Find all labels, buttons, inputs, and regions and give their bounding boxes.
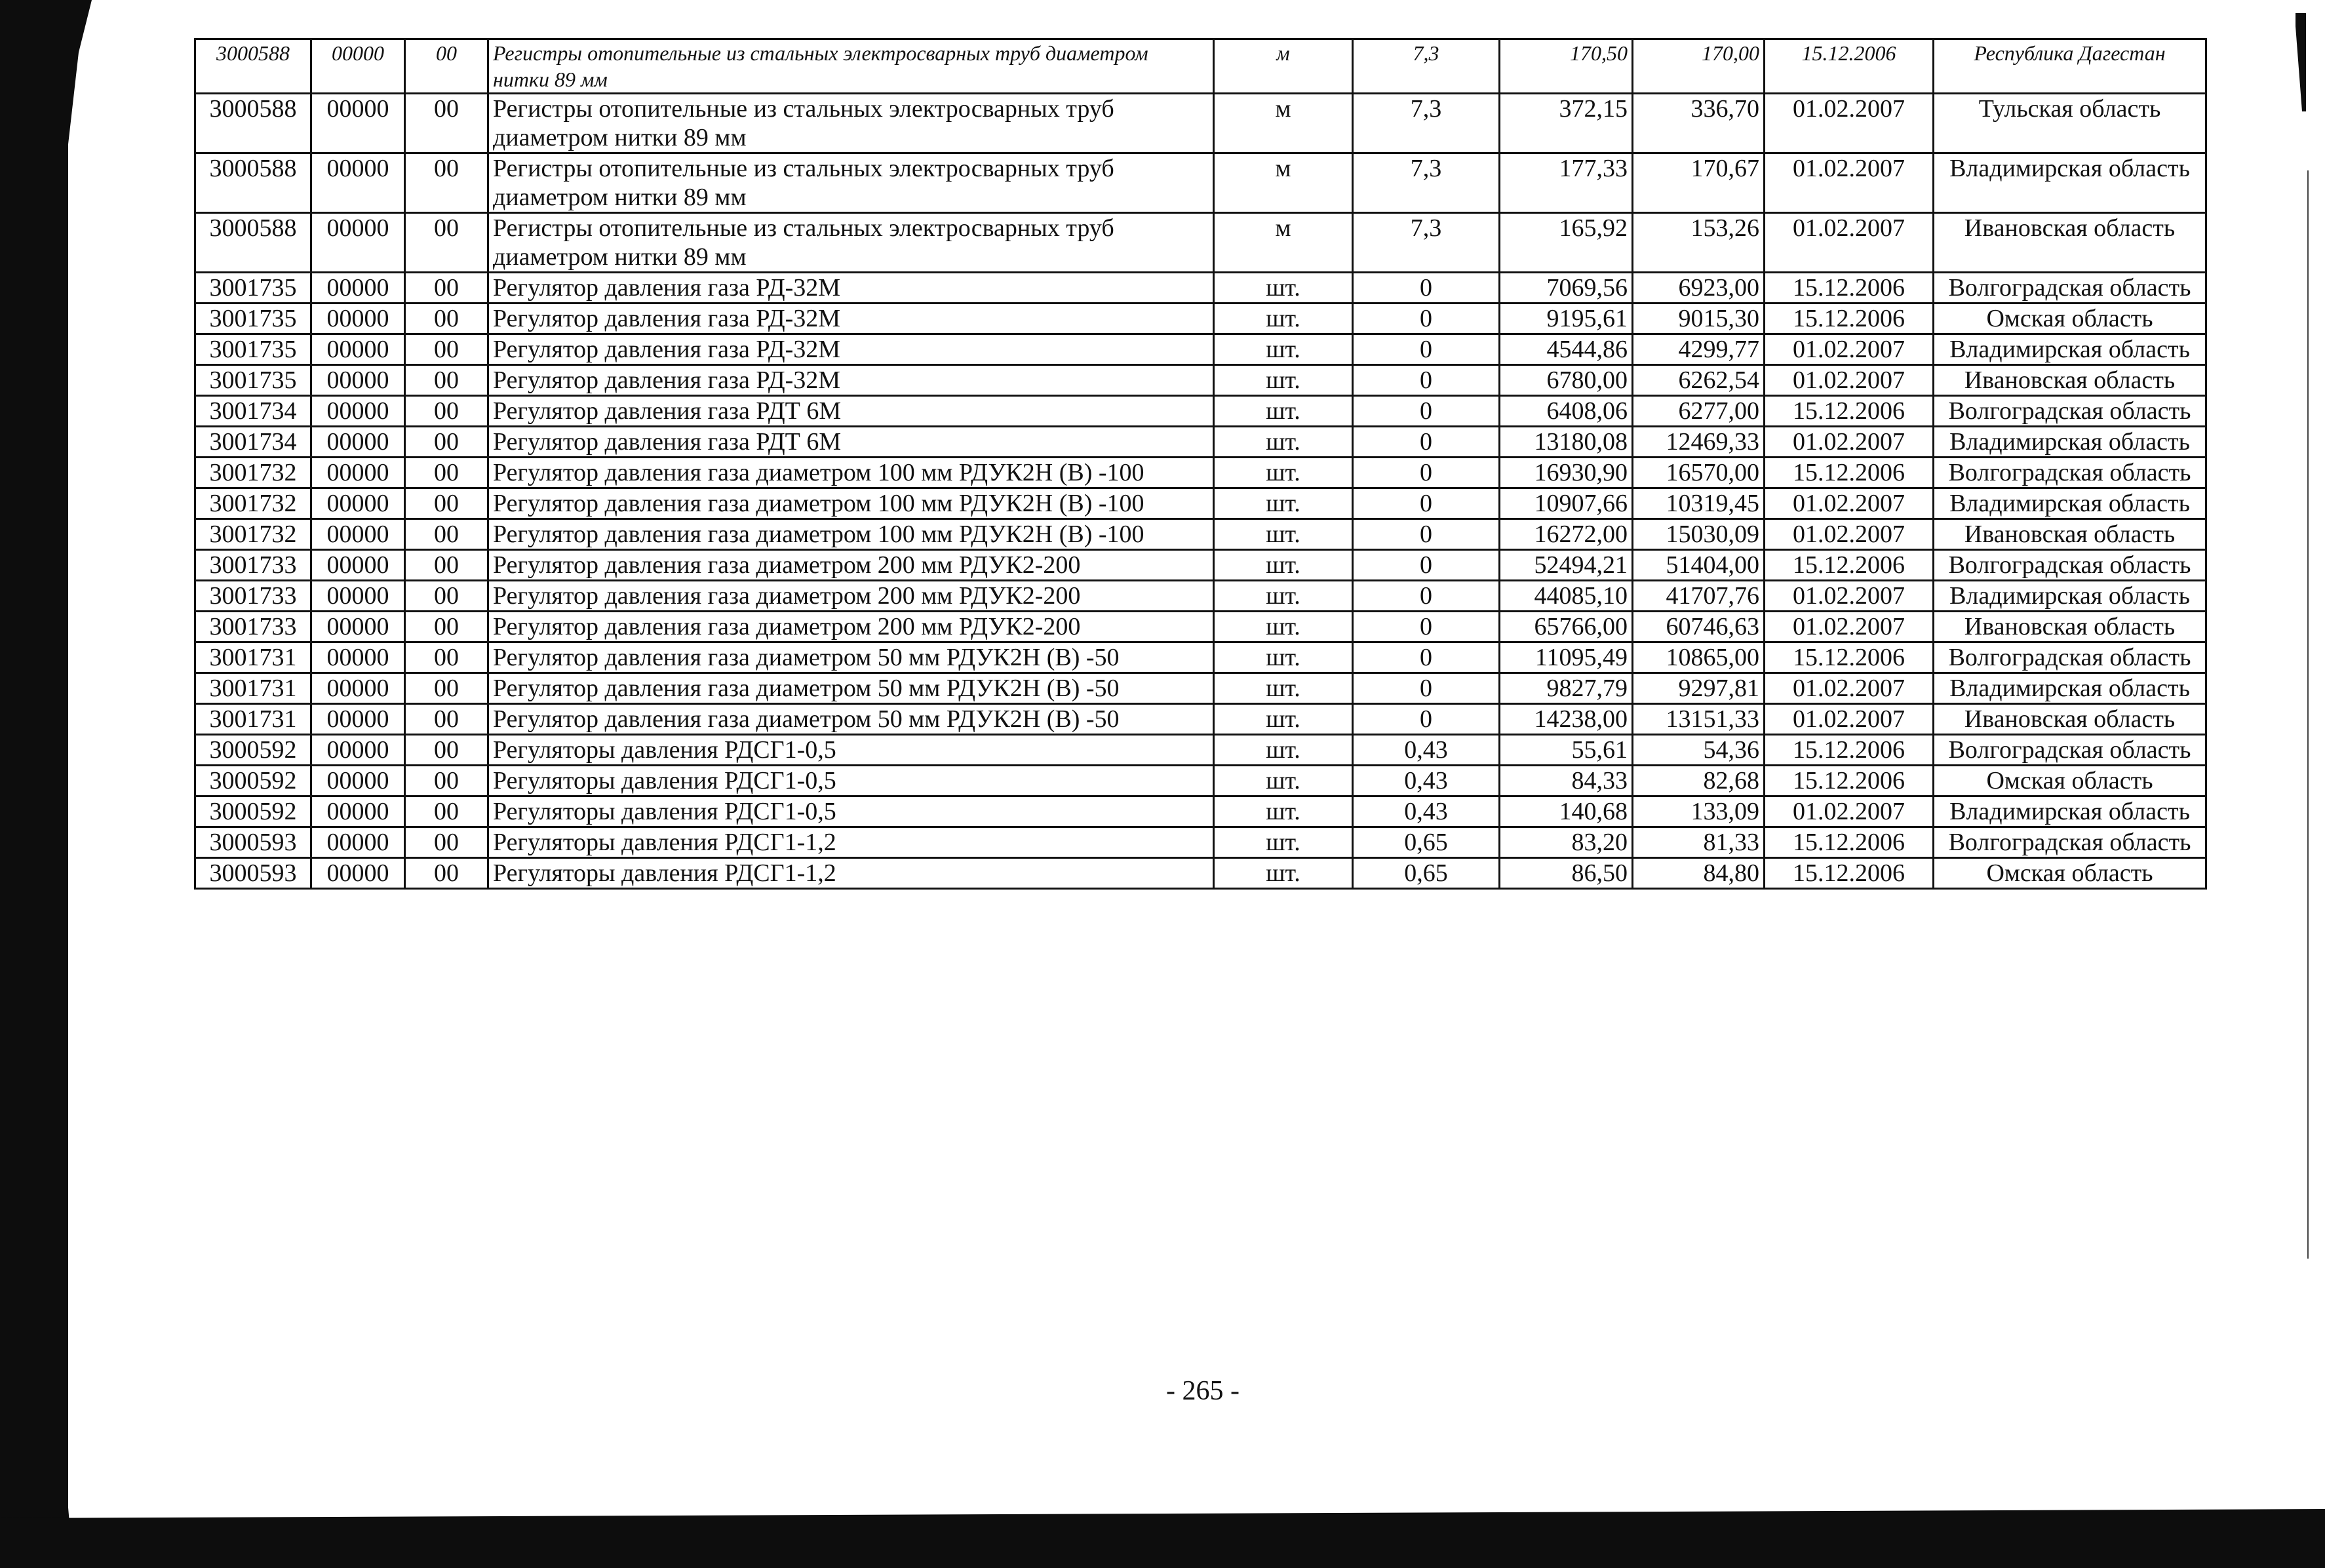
cell-price-2: 51404,00 — [1633, 550, 1765, 581]
cell-suffix: 00 — [405, 766, 488, 796]
table-row — [195, 796, 2206, 827]
cell-name: Регуляторы давления РДСГ1-0,5 — [488, 796, 1214, 827]
cell-price-2: 170,00 — [1633, 39, 1765, 94]
cell-unit: м — [1214, 153, 1353, 213]
page-number: - 265 - — [1166, 1376, 1240, 1406]
cell-coefficient: 0,65 — [1353, 858, 1500, 889]
cell-unit: шт. — [1214, 581, 1353, 612]
cell-code: 3001732 — [195, 488, 311, 519]
cell-price-2: 82,68 — [1633, 766, 1765, 796]
cell-name: Регистры отопительные из стальных электросварных труб диаметром нитки 89 мм — [488, 153, 1214, 213]
cell-unit: м — [1214, 213, 1353, 273]
cell-subcode: 00000 — [311, 39, 405, 94]
cell-name: Регулятор давления газа диаметром 100 мм РДУК2Н (В) -100 — [488, 488, 1214, 519]
cell-date: 01.02.2007 — [1765, 488, 1934, 519]
cell-region: Ивановская область — [1934, 213, 2206, 273]
price-table — [194, 38, 2207, 890]
cell-unit: шт. — [1214, 796, 1353, 827]
cell-code: 3001733 — [195, 581, 311, 612]
cell-region: Омская область — [1934, 766, 2206, 796]
scan-right-line — [2307, 170, 2309, 1259]
cell-price-1: 86,50 — [1500, 858, 1633, 889]
table-row — [195, 365, 2206, 396]
cell-date: 01.02.2007 — [1765, 581, 1934, 612]
cell-region: Владимирская область — [1934, 581, 2206, 612]
table-row — [195, 581, 2206, 612]
cell-subcode: 00000 — [311, 766, 405, 796]
cell-subcode: 00000 — [311, 673, 405, 704]
cell-region: Волгоградская область — [1934, 642, 2206, 673]
cell-price-2: 10319,45 — [1633, 488, 1765, 519]
cell-name: Регулятор давления газа диаметром 100 мм РДУК2Н (В) -100 — [488, 458, 1214, 488]
cell-subcode: 00000 — [311, 94, 405, 153]
cell-unit: шт. — [1214, 427, 1353, 458]
cell-region: Владимирская область — [1934, 673, 2206, 704]
cell-coefficient: 0,65 — [1353, 827, 1500, 858]
cell-price-1: 372,15 — [1500, 94, 1633, 153]
table-row — [195, 612, 2206, 642]
cell-name: Регуляторы давления РДСГ1-0,5 — [488, 735, 1214, 766]
cell-name: Регулятор давления газа диаметром 50 мм РДУК2Н (В) -50 — [488, 642, 1214, 673]
cell-unit: шт. — [1214, 273, 1353, 304]
cell-region: Ивановская область — [1934, 519, 2206, 550]
cell-coefficient: 0 — [1353, 642, 1500, 673]
cell-unit: шт. — [1214, 304, 1353, 334]
cell-subcode: 00000 — [311, 334, 405, 365]
cell-date: 01.02.2007 — [1765, 334, 1934, 365]
cell-suffix: 00 — [405, 304, 488, 334]
cell-coefficient: 7,3 — [1353, 213, 1500, 273]
cell-price-1: 65766,00 — [1500, 612, 1633, 642]
cell-subcode: 00000 — [311, 365, 405, 396]
cell-price-1: 6780,00 — [1500, 365, 1633, 396]
cell-subcode: 00000 — [311, 273, 405, 304]
cell-date: 15.12.2006 — [1765, 304, 1934, 334]
cell-date: 15.12.2006 — [1765, 273, 1934, 304]
cell-code: 3000592 — [195, 766, 311, 796]
table-body — [195, 39, 2206, 889]
cell-price-2: 12469,33 — [1633, 427, 1765, 458]
cell-name: Регулятор давления газа диаметром 200 мм РДУК2-200 — [488, 612, 1214, 642]
cell-price-1: 9827,79 — [1500, 673, 1633, 704]
cell-coefficient: 0 — [1353, 273, 1500, 304]
cell-subcode: 00000 — [311, 642, 405, 673]
cell-suffix: 00 — [405, 427, 488, 458]
cell-date: 15.12.2006 — [1765, 39, 1934, 94]
cell-region: Волгоградская область — [1934, 827, 2206, 858]
cell-subcode: 00000 — [311, 612, 405, 642]
cell-code: 3000588 — [195, 213, 311, 273]
cell-date: 01.02.2007 — [1765, 612, 1934, 642]
cell-code: 3001733 — [195, 612, 311, 642]
cell-suffix: 00 — [405, 273, 488, 304]
cell-price-2: 6923,00 — [1633, 273, 1765, 304]
cell-name: Регистры отопительные из стальных электросварных труб диаметром нитки 89 мм — [488, 39, 1214, 94]
scan-right-mark — [2296, 13, 2306, 111]
cell-date: 15.12.2006 — [1765, 642, 1934, 673]
cell-price-1: 14238,00 — [1500, 704, 1633, 735]
cell-name: Регулятор давления газа диаметром 50 мм РДУК2Н (В) -50 — [488, 673, 1214, 704]
cell-suffix: 00 — [405, 519, 488, 550]
cell-date: 01.02.2007 — [1765, 673, 1934, 704]
cell-subcode: 00000 — [311, 396, 405, 427]
cell-suffix: 00 — [405, 396, 488, 427]
cell-suffix: 00 — [405, 550, 488, 581]
cell-suffix: 00 — [405, 581, 488, 612]
cell-date: 15.12.2006 — [1765, 458, 1934, 488]
cell-coefficient: 7,3 — [1353, 94, 1500, 153]
cell-subcode: 00000 — [311, 581, 405, 612]
cell-code: 3001733 — [195, 550, 311, 581]
cell-code: 3000592 — [195, 735, 311, 766]
cell-name: Регуляторы давления РДСГ1-0,5 — [488, 766, 1214, 796]
cell-date: 15.12.2006 — [1765, 735, 1934, 766]
scan-left-border — [0, 0, 92, 1568]
cell-price-2: 4299,77 — [1633, 334, 1765, 365]
cell-code: 3001735 — [195, 365, 311, 396]
cell-region: Волгоградская область — [1934, 273, 2206, 304]
cell-price-1: 84,33 — [1500, 766, 1633, 796]
table-row — [195, 550, 2206, 581]
table-row — [195, 396, 2206, 427]
cell-code: 3001735 — [195, 273, 311, 304]
cell-price-1: 11095,49 — [1500, 642, 1633, 673]
cell-unit: шт. — [1214, 612, 1353, 642]
cell-unit: шт. — [1214, 673, 1353, 704]
cell-name: Регулятор давления газа РД-32М — [488, 304, 1214, 334]
cell-region: Владимирская область — [1934, 488, 2206, 519]
cell-unit: шт. — [1214, 488, 1353, 519]
cell-subcode: 00000 — [311, 213, 405, 273]
cell-price-2: 9297,81 — [1633, 673, 1765, 704]
cell-region: Республика Дагестан — [1934, 39, 2206, 94]
cell-suffix: 00 — [405, 488, 488, 519]
cell-suffix: 00 — [405, 612, 488, 642]
cell-code: 3000592 — [195, 796, 311, 827]
cell-name: Регистры отопительные из стальных электросварных труб диаметром нитки 89 мм — [488, 213, 1214, 273]
cell-region: Волгоградская область — [1934, 396, 2206, 427]
cell-unit: шт. — [1214, 519, 1353, 550]
cell-code: 3001735 — [195, 304, 311, 334]
scan-bottom-border — [0, 1509, 2325, 1568]
cell-name: Регуляторы давления РДСГ1-1,2 — [488, 858, 1214, 889]
cell-price-2: 10865,00 — [1633, 642, 1765, 673]
cell-date: 01.02.2007 — [1765, 365, 1934, 396]
cell-code: 3001735 — [195, 334, 311, 365]
cell-region: Тульская область — [1934, 94, 2206, 153]
cell-code: 3001731 — [195, 673, 311, 704]
cell-coefficient: 0 — [1353, 519, 1500, 550]
cell-subcode: 00000 — [311, 796, 405, 827]
cell-region: Ивановская область — [1934, 365, 2206, 396]
cell-price-2: 133,09 — [1633, 796, 1765, 827]
cell-coefficient: 0,43 — [1353, 766, 1500, 796]
cell-unit: шт. — [1214, 334, 1353, 365]
cell-subcode: 00000 — [311, 735, 405, 766]
cell-price-1: 7069,56 — [1500, 273, 1633, 304]
cell-coefficient: 0 — [1353, 488, 1500, 519]
cell-unit: шт. — [1214, 827, 1353, 858]
cell-region: Ивановская область — [1934, 704, 2206, 735]
cell-code: 3001734 — [195, 427, 311, 458]
cell-suffix: 00 — [405, 704, 488, 735]
cell-suffix: 00 — [405, 642, 488, 673]
cell-suffix: 00 — [405, 153, 488, 213]
cell-code: 3001731 — [195, 704, 311, 735]
cell-coefficient: 0 — [1353, 612, 1500, 642]
cell-price-2: 84,80 — [1633, 858, 1765, 889]
cell-suffix: 00 — [405, 458, 488, 488]
cell-name: Регуляторы давления РДСГ1-1,2 — [488, 827, 1214, 858]
cell-price-1: 16930,90 — [1500, 458, 1633, 488]
table-row — [195, 858, 2206, 889]
cell-date: 01.02.2007 — [1765, 427, 1934, 458]
table-row — [195, 704, 2206, 735]
cell-unit: шт. — [1214, 858, 1353, 889]
cell-price-1: 83,20 — [1500, 827, 1633, 858]
table-row — [195, 458, 2206, 488]
cell-price-2: 153,26 — [1633, 213, 1765, 273]
cell-subcode: 00000 — [311, 304, 405, 334]
cell-price-2: 13151,33 — [1633, 704, 1765, 735]
cell-subcode: 00000 — [311, 519, 405, 550]
cell-coefficient: 0 — [1353, 396, 1500, 427]
cell-coefficient: 0 — [1353, 304, 1500, 334]
cell-suffix: 00 — [405, 796, 488, 827]
cell-price-1: 177,33 — [1500, 153, 1633, 213]
cell-date: 15.12.2006 — [1765, 550, 1934, 581]
cell-region: Омская область — [1934, 304, 2206, 334]
table-row — [195, 334, 2206, 365]
table-row — [195, 519, 2206, 550]
cell-coefficient: 0 — [1353, 427, 1500, 458]
cell-price-1: 55,61 — [1500, 735, 1633, 766]
cell-coefficient: 7,3 — [1353, 39, 1500, 94]
cell-region: Владимирская область — [1934, 427, 2206, 458]
cell-price-2: 336,70 — [1633, 94, 1765, 153]
cell-date: 01.02.2007 — [1765, 94, 1934, 153]
cell-date: 01.02.2007 — [1765, 519, 1934, 550]
cell-coefficient: 0 — [1353, 334, 1500, 365]
cell-region: Волгоградская область — [1934, 550, 2206, 581]
cell-date: 15.12.2006 — [1765, 766, 1934, 796]
cell-price-2: 81,33 — [1633, 827, 1765, 858]
cell-code: 3001732 — [195, 458, 311, 488]
cell-unit: шт. — [1214, 458, 1353, 488]
cell-unit: шт. — [1214, 735, 1353, 766]
cell-date: 01.02.2007 — [1765, 213, 1934, 273]
cell-unit: шт. — [1214, 365, 1353, 396]
cell-suffix: 00 — [405, 673, 488, 704]
cell-suffix: 00 — [405, 334, 488, 365]
cell-code: 3000593 — [195, 827, 311, 858]
cell-unit: шт. — [1214, 396, 1353, 427]
cell-unit: шт. — [1214, 550, 1353, 581]
cell-coefficient: 0 — [1353, 673, 1500, 704]
cell-price-2: 41707,76 — [1633, 581, 1765, 612]
cell-price-1: 10907,66 — [1500, 488, 1633, 519]
cell-subcode: 00000 — [311, 427, 405, 458]
cell-date: 01.02.2007 — [1765, 153, 1934, 213]
cell-name: Регистры отопительные из стальных электросварных труб диаметром нитки 89 мм — [488, 94, 1214, 153]
cell-price-2: 60746,63 — [1633, 612, 1765, 642]
cell-suffix: 00 — [405, 94, 488, 153]
cell-region: Волгоградская область — [1934, 458, 2206, 488]
table-row — [195, 427, 2206, 458]
cell-region: Ивановская область — [1934, 612, 2206, 642]
cell-unit: м — [1214, 39, 1353, 94]
table-row — [195, 827, 2206, 858]
cell-name: Регулятор давления газа диаметром 200 мм РДУК2-200 — [488, 581, 1214, 612]
cell-subcode: 00000 — [311, 458, 405, 488]
cell-price-1: 140,68 — [1500, 796, 1633, 827]
cell-unit: шт. — [1214, 766, 1353, 796]
cell-price-1: 52494,21 — [1500, 550, 1633, 581]
cell-region: Волгоградская область — [1934, 735, 2206, 766]
cell-code: 3001734 — [195, 396, 311, 427]
cell-name: Регулятор давления газа диаметром 50 мм РДУК2Н (В) -50 — [488, 704, 1214, 735]
cell-coefficient: 0 — [1353, 458, 1500, 488]
cell-price-1: 6408,06 — [1500, 396, 1633, 427]
cell-unit: м — [1214, 94, 1353, 153]
cell-date: 15.12.2006 — [1765, 396, 1934, 427]
cell-region: Владимирская область — [1934, 153, 2206, 213]
cell-suffix: 00 — [405, 735, 488, 766]
cell-subcode: 00000 — [311, 704, 405, 735]
cell-coefficient: 0 — [1353, 704, 1500, 735]
cell-date: 15.12.2006 — [1765, 858, 1934, 889]
cell-unit: шт. — [1214, 704, 1353, 735]
cell-suffix: 00 — [405, 39, 488, 94]
cell-name: Регулятор давления газа РДТ 6М — [488, 427, 1214, 458]
cell-region: Омская область — [1934, 858, 2206, 889]
table-row — [195, 673, 2206, 704]
cell-price-1: 44085,10 — [1500, 581, 1633, 612]
cell-coefficient: 0,43 — [1353, 735, 1500, 766]
table-row — [195, 273, 2206, 304]
cell-coefficient: 7,3 — [1353, 153, 1500, 213]
cell-price-2: 15030,09 — [1633, 519, 1765, 550]
cell-price-2: 6277,00 — [1633, 396, 1765, 427]
cell-name: Регулятор давления газа диаметром 100 мм РДУК2Н (В) -100 — [488, 519, 1214, 550]
cell-code: 3001732 — [195, 519, 311, 550]
scan-top-margin — [0, 0, 2325, 26]
cell-name: Регулятор давления газа РД-32М — [488, 365, 1214, 396]
cell-subcode: 00000 — [311, 827, 405, 858]
cell-date: 01.02.2007 — [1765, 704, 1934, 735]
cell-suffix: 00 — [405, 213, 488, 273]
cell-region: Владимирская область — [1934, 796, 2206, 827]
cell-coefficient: 0,43 — [1353, 796, 1500, 827]
cell-name: Регулятор давления газа РД-32М — [488, 334, 1214, 365]
table-row — [195, 304, 2206, 334]
cell-price-1: 9195,61 — [1500, 304, 1633, 334]
cell-coefficient: 0 — [1353, 365, 1500, 396]
cell-coefficient: 0 — [1353, 581, 1500, 612]
cell-price-2: 6262,54 — [1633, 365, 1765, 396]
table-row — [195, 39, 2206, 94]
cell-name: Регулятор давления газа диаметром 200 мм РДУК2-200 — [488, 550, 1214, 581]
cell-unit: шт. — [1214, 642, 1353, 673]
cell-price-1: 13180,08 — [1500, 427, 1633, 458]
cell-code: 3000588 — [195, 39, 311, 94]
cell-price-1: 165,92 — [1500, 213, 1633, 273]
cell-name: Регулятор давления газа РДТ 6М — [488, 396, 1214, 427]
cell-price-2: 170,67 — [1633, 153, 1765, 213]
table-row — [195, 153, 2206, 213]
cell-date: 01.02.2007 — [1765, 796, 1934, 827]
cell-code: 3001731 — [195, 642, 311, 673]
table-row — [195, 766, 2206, 796]
cell-code: 3000588 — [195, 153, 311, 213]
table-row — [195, 94, 2206, 153]
table-row — [195, 213, 2206, 273]
cell-subcode: 00000 — [311, 488, 405, 519]
cell-coefficient: 0 — [1353, 550, 1500, 581]
cell-suffix: 00 — [405, 827, 488, 858]
cell-date: 15.12.2006 — [1765, 827, 1934, 858]
cell-subcode: 00000 — [311, 858, 405, 889]
cell-region: Владимирская область — [1934, 334, 2206, 365]
cell-price-2: 16570,00 — [1633, 458, 1765, 488]
cell-subcode: 00000 — [311, 550, 405, 581]
cell-price-1: 4544,86 — [1500, 334, 1633, 365]
table-row — [195, 488, 2206, 519]
table-row — [195, 735, 2206, 766]
cell-price-1: 170,50 — [1500, 39, 1633, 94]
table-row — [195, 642, 2206, 673]
cell-name: Регулятор давления газа РД-32М — [488, 273, 1214, 304]
cell-subcode: 00000 — [311, 153, 405, 213]
cell-price-2: 54,36 — [1633, 735, 1765, 766]
cell-suffix: 00 — [405, 365, 488, 396]
cell-code: 3000588 — [195, 94, 311, 153]
cell-suffix: 00 — [405, 858, 488, 889]
cell-code: 3000593 — [195, 858, 311, 889]
cell-price-1: 16272,00 — [1500, 519, 1633, 550]
cell-price-2: 9015,30 — [1633, 304, 1765, 334]
